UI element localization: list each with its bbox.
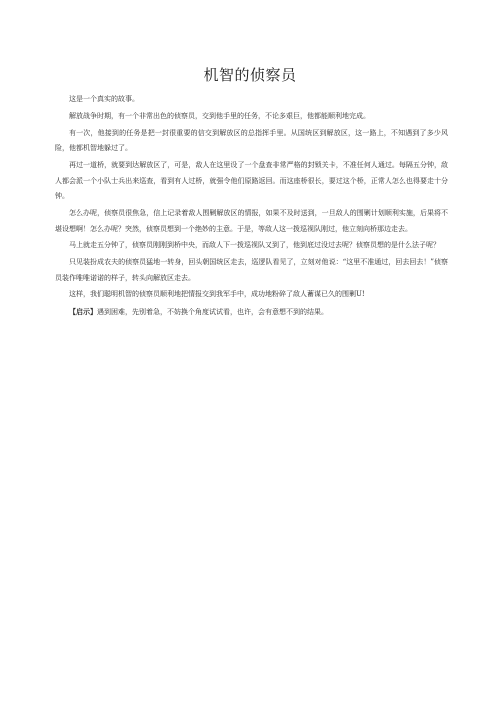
paragraph-2: 解放战争时期，有一个非常出色的侦察员，交到他手里的任务，不论多艰巨，他都能顺利地完成。: [69, 111, 370, 120]
paragraph-4: 再过一道桥，就要到达解放区了，可是，敌人在这里设了一个盘查非常严格的封锁关卡，不准任何人通过。每隔五分钟，敌人都会派一个小队士兵出来巡查，看到有人过桥，就强令他们原路返回。而这座桥很长，要过这个桥，正常人怎么也得要走十分钟。: [55, 160, 448, 201]
document-title: 机智的侦察员: [203, 66, 297, 84]
document-body: [55, 92, 448, 322]
paragraph-1: 这是一个真实的故事。: [69, 95, 139, 103]
paragraph-6: 马上就走五分钟了，侦察员刚刚到桥中央，而敌人下一拨巡视队又到了，他到底过没过去呢？侦察员想的是什么法子呢？: [69, 241, 440, 250]
paragraph-5: 怎么办呢，侦察员很焦急，信上记录着敌人围剿解放区的情报，如果不及时送到，一旦敌人的围剿计划顺利实施，后果将不堪设想啊！怎么办呢？突然，侦察员想到一个绝妙的主意。于是，等敌人这一拨巡视队刚过，他立刻向桥那边走去。: [55, 208, 448, 233]
takeaway-paragraph: [55, 304, 448, 321]
paragraph-8: 这样，我们聪明机智的侦察员顺利地把情报交到我军手中，成功地粉碎了敌人蓄谋已久的围剿U!: [69, 290, 365, 299]
paragraph-7: 只见装扮成农夫的侦察员猛地一转身，回头朝国统区走去，巡逻队看见了，立刻对他说：“这里不准通过，回去回去！”侦察员装作唯唯诺诺的样子，转头向解放区走去。: [55, 258, 448, 282]
takeaway-label: 【启示】: [69, 307, 97, 317]
paragraph-3: 有一次，他接到的任务是把一封很重要的信交到解放区的总指挥手里。从国统区到解放区，这一路上，不知遇到了多少风险，他都机智地躲过了。: [55, 128, 448, 153]
takeaway-text: 遇到困难，先别着急，不妨换个角度试试看，也许，会有意想不到的结果。: [97, 308, 328, 317]
